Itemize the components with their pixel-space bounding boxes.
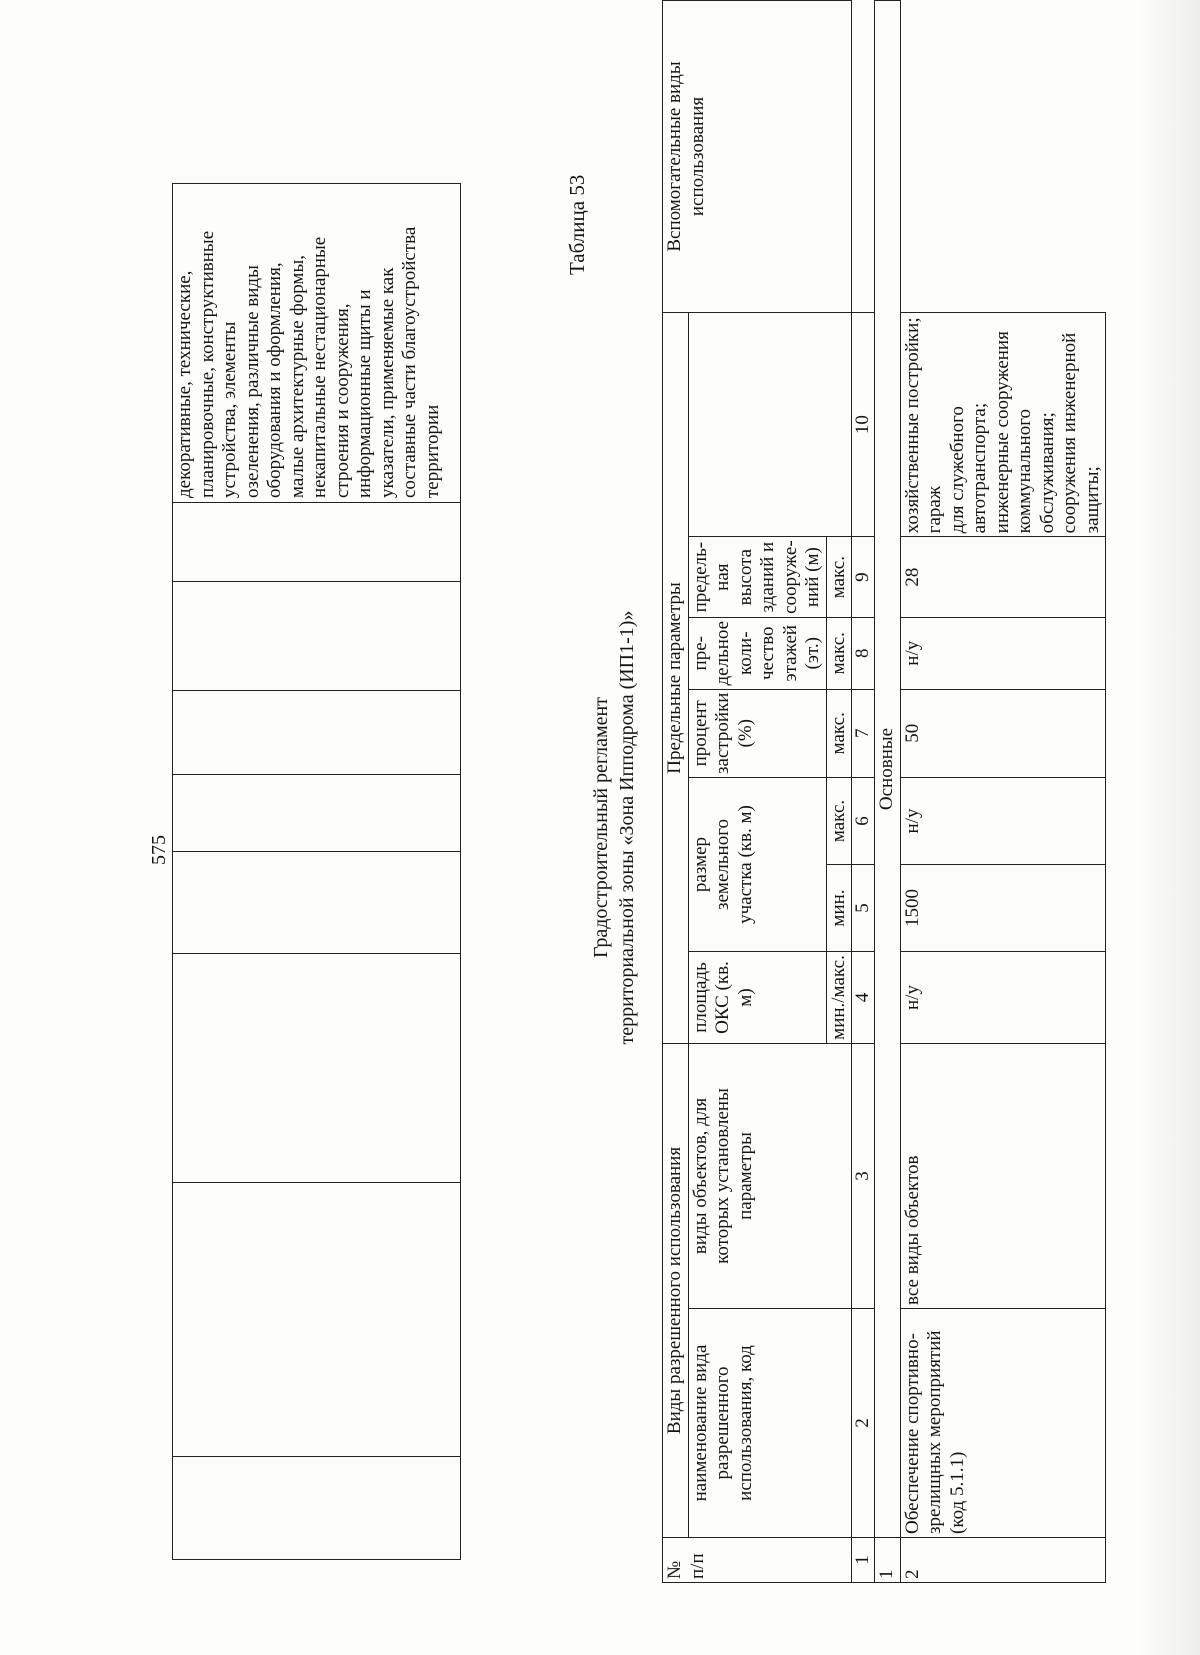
percent-cell: 50	[900, 689, 1106, 777]
header-use-types: Виды разрешенного использования	[663, 1044, 689, 1538]
column-number-row	[852, 1, 875, 1583]
header-plot: размер земельного участка (кв. м)	[688, 778, 826, 952]
description-cell	[173, 184, 461, 503]
column-number: 4	[852, 952, 875, 1044]
column-number: 10	[852, 313, 875, 537]
column-number: 1	[852, 1538, 875, 1583]
subheader-min: мин.	[826, 865, 852, 952]
subheader-max: макс.	[826, 689, 852, 777]
section-number: 1	[875, 1538, 901, 1583]
empty-cell	[173, 582, 461, 691]
aux-cell: хозяйственные постройки; гараж для служебного автотранспорта; инженерные сооружения коммунального обслуживания; сооружения инженерной защиты;	[900, 313, 1106, 537]
table-label: Таблица 53	[565, 174, 589, 275]
document-title	[588, 200, 640, 1455]
empty-cell	[173, 503, 461, 582]
column-number: 8	[852, 617, 875, 689]
subheader-minmax: мин./макс.	[826, 952, 852, 1044]
empty-cell	[173, 852, 461, 954]
object-types-cell: все виды объектов	[900, 1044, 1106, 1309]
title-line-2: территориальной зоны «Зона Ипподрома (ИП1-1)»	[616, 610, 638, 1045]
subheader-max: макс.	[826, 537, 852, 618]
plot-max-cell: н/у	[900, 778, 1106, 865]
column-number: 2	[852, 1309, 875, 1538]
description-text: декоративные, технические, планировочные, конструктивные устройства, элементы озеленения, различные виды оборудования и оформления, малые архитектурные формы, некапитальные нестационарные строения и сооружения, информационные щиты и указатели, применяемые как составные части благоустройства территории	[174, 226, 443, 498]
subheader-max: макс.	[826, 617, 852, 689]
section-label: Основные	[875, 1, 901, 1538]
table-row	[900, 1, 1106, 1583]
height-cell: 28	[900, 537, 1106, 618]
header-object-types: виды объектов, для которых установлены параметры	[688, 1044, 852, 1309]
section-row	[875, 1, 901, 1583]
regulation-table	[662, 0, 1106, 1583]
empty-cell	[173, 775, 461, 852]
empty-cell	[173, 1183, 461, 1457]
header-area: площадь ОКС (кв. м)	[688, 952, 826, 1044]
header-aux: Вспомогательные виды использования	[663, 1, 852, 313]
column-number: 9	[852, 537, 875, 618]
plot-min-cell: 1500	[900, 865, 1106, 952]
empty-cell	[173, 1457, 461, 1560]
header-floors: пре- дельное коли- чество этажей (эт.)	[688, 617, 826, 689]
header-percent: процент застройки (%)	[688, 689, 826, 777]
use-name-cell: Обеспечение спортивно- зрелищных мероприятий (код 5.1.1)	[900, 1309, 1106, 1538]
column-number: 6	[852, 778, 875, 865]
header-use-name: наименование вида разрешенного использования, код	[688, 1309, 852, 1538]
area-cell: н/у	[900, 952, 1106, 1044]
column-number: 3	[852, 1044, 875, 1309]
column-number: 7	[852, 689, 875, 777]
page-number: 575	[148, 835, 170, 865]
subheader-max: макс.	[826, 778, 852, 865]
empty-cell	[173, 954, 461, 1183]
header-no: № п/п	[663, 1538, 852, 1583]
scan-edge-shadow	[1140, 0, 1200, 1655]
header-height: предель- ная высота зданий и сооруже- ний (м)	[688, 537, 826, 618]
header-limits: Предельные параметры	[663, 313, 689, 1044]
title-line-1: Градостроительный регламент	[590, 697, 612, 958]
table-row	[173, 184, 461, 1560]
continuation-table	[172, 183, 461, 1560]
row-number: 2	[900, 1538, 1106, 1583]
column-number: 5	[852, 865, 875, 952]
header-row	[663, 1, 689, 1583]
floors-cell: н/у	[900, 617, 1106, 689]
empty-cell	[173, 691, 461, 775]
